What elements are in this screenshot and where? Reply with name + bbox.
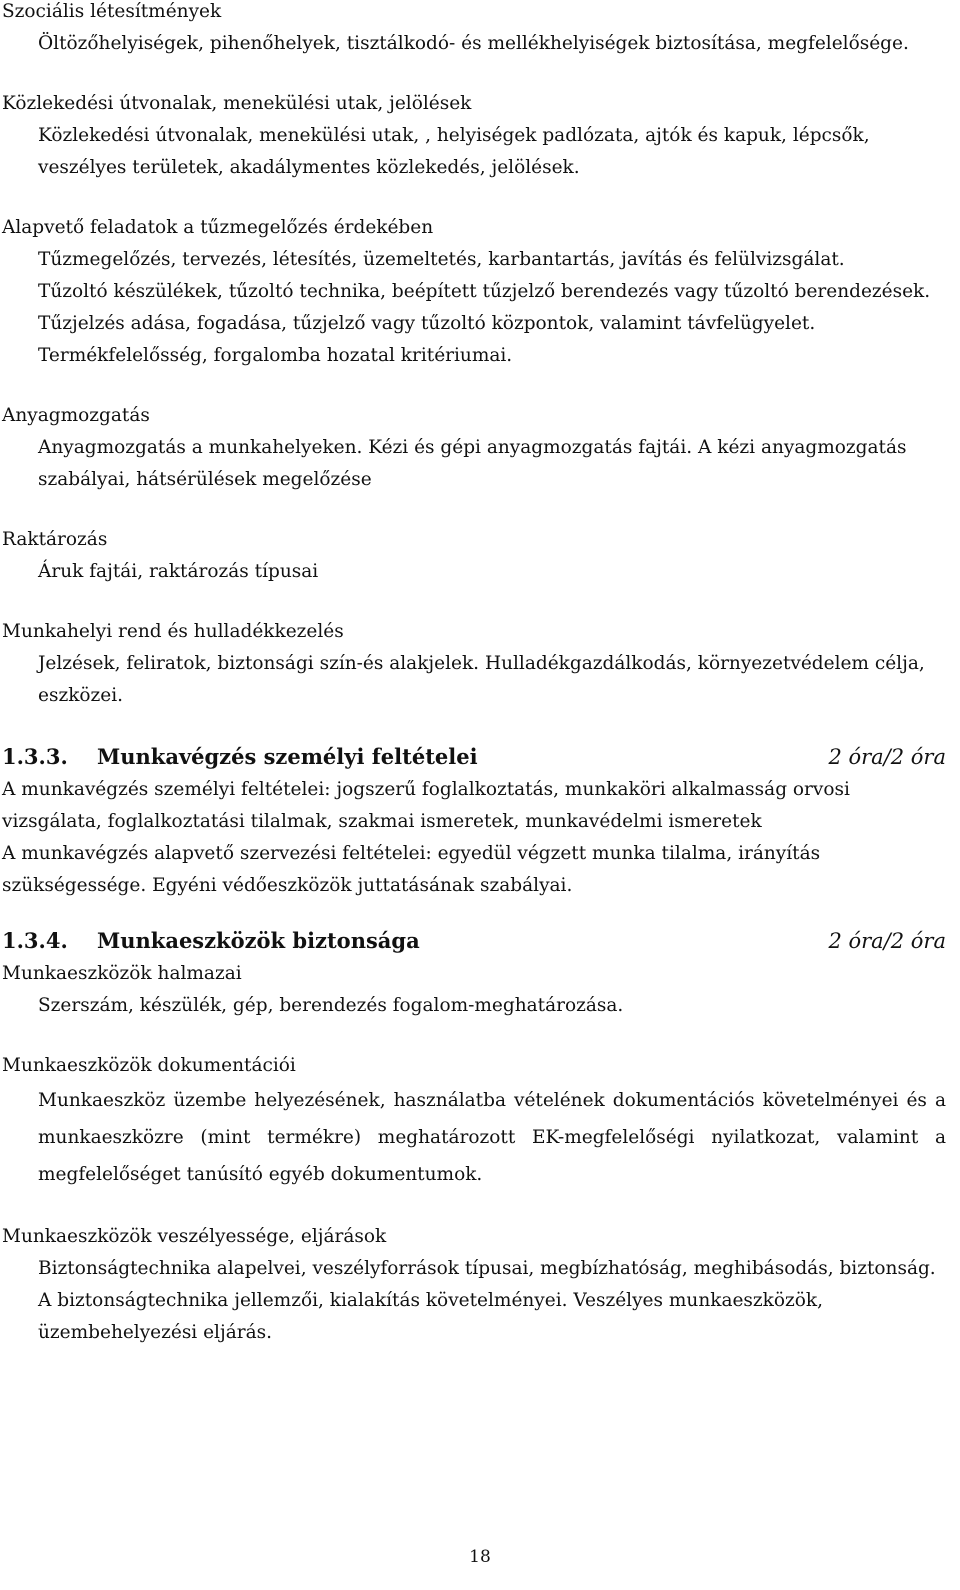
subsection-traffic-routes — [2, 88, 946, 184]
subsection-social-facilities — [2, 0, 946, 60]
subsection-body — [2, 432, 946, 496]
section-1-3-3 — [2, 740, 946, 902]
subsection-body — [2, 120, 946, 184]
subsection-body — [2, 556, 946, 588]
paragraph: Szerszám, készülék, gép, berendezés fogalom-meghatározása. — [38, 995, 624, 1016]
subsection-heading: Alapvető feladatok a tűzmegelőzés érdekében — [2, 217, 434, 238]
subsection-tool-sets — [2, 958, 946, 1022]
section-number: 1.3.3. — [2, 744, 68, 769]
paragraph: A munkavégzés alapvető szervezési feltételei: egyedül végzett munka tilalma, irányítás szükségessége. Egyéni védőeszközök juttatásának szabályai. — [2, 843, 821, 896]
subsection-heading: Munkahelyi rend és hulladékkezelés — [2, 621, 344, 642]
subsection-body — [2, 28, 946, 60]
paragraph: Jelzések, feliratok, biztonsági szín-és alakjelek. Hulladékgazdálkodás, környezetvédelem célja, eszközei. — [38, 653, 925, 706]
subsection-tool-hazards — [2, 1221, 946, 1349]
paragraph: Öltözőhelyiségek, pihenőhelyek, tisztálkodó- és mellékhelyiségek biztosítása, megfelelősége. — [38, 33, 909, 54]
subsection-body — [2, 990, 946, 1022]
subsection-fire-prevention — [2, 212, 946, 372]
paragraph: Anyagmozgatás a munkahelyeken. Kézi és gépi anyagmozgatás fajtái. A kézi anyagmozgatás szabályai, hátsérülések megelőzése — [38, 437, 907, 490]
subsection-heading: Szociális létesítmények — [2, 1, 222, 22]
subsection-body — [2, 1253, 946, 1349]
section-1-3-4-heading — [2, 924, 946, 958]
subsection-heading: Anyagmozgatás — [2, 405, 150, 426]
subsection-storage — [2, 524, 946, 588]
subsection-heading: Raktározás — [2, 529, 108, 550]
paragraph: Termékfelelősség, forgalomba hozatal kritériumai. — [38, 345, 513, 366]
paragraph: Munkaeszköz üzembe helyezésének, használatba vételének dokumentációs követelményei és a munkaeszközre (mint termékre) meghatározott EK-megfelelőségi nyilatkozat, valamint a megfelelőséget tanúsító egyéb dokumentumok. — [38, 1090, 946, 1185]
subsection-heading: Közlekedési útvonalak, menekülési utak, jelölések — [2, 93, 472, 114]
section-number: 1.3.4. — [2, 928, 68, 953]
subsection-tool-documentation — [2, 1050, 946, 1193]
section-body — [2, 774, 946, 902]
subsection-body — [2, 648, 946, 712]
section-title: Munkaeszközök biztonsága — [97, 928, 420, 953]
subsection-heading: Munkaeszközök veszélyessége, eljárások — [2, 1226, 387, 1247]
subsection-body — [2, 244, 946, 372]
subsection-heading: Munkaeszközök halmazai — [2, 963, 242, 984]
section-hours: 2 óra/2 óra — [828, 929, 946, 953]
paragraph: Tűzoltó készülékek, tűzoltó technika, beépített tűzjelző berendezés vagy tűzoltó berendezések. Tűzjelzés adása, fogadása, tűzjelző vagy tűzoltó központok, valamint távfelügyelet. — [38, 281, 931, 334]
paragraph: A munkavégzés személyi feltételei: jogszerű foglalkoztatás, munkaköri alkalmasság orvosi vizsgálata, foglalkoztatási tilalmak, szakmai ismeretek, munkavédelmi ismeretek — [2, 779, 850, 832]
subsection-heading: Munkaeszközök dokumentációi — [2, 1055, 296, 1076]
paragraph: Közlekedési útvonalak, menekülési utak, , helyiségek padlózata, ajtók és kapuk, lépcsők, veszélyes területek, akadálymentes közlekedés, jelölések. — [38, 125, 870, 178]
subsection-body — [2, 1082, 946, 1193]
paragraph: Áruk fajtái, raktározás típusai — [38, 561, 319, 582]
section-heading — [2, 740, 946, 774]
section-title: Munkavégzés személyi feltételei — [97, 744, 478, 769]
paragraph: Biztonságtechnika alapelvei, veszélyforrások típusai, megbízhatóság, meghibásodás, biztonság. A biztonságtechnika jellemzői, kialakítás követelményei. Veszélyes munkaeszközök, üzembehelyezési eljárás. — [38, 1258, 936, 1343]
section-hours: 2 óra/2 óra — [828, 745, 946, 769]
subsection-workplace-order — [2, 616, 946, 712]
paragraph: Tűzmegelőzés, tervezés, létesítés, üzemeltetés, karbantartás, javítás és felülvizsgálat. — [38, 249, 845, 270]
page-number: 18 — [469, 1547, 491, 1567]
subsection-material-handling — [2, 400, 946, 496]
document-page — [2, 0, 946, 1377]
section-heading-left — [2, 924, 420, 958]
section-heading-left — [2, 740, 478, 774]
